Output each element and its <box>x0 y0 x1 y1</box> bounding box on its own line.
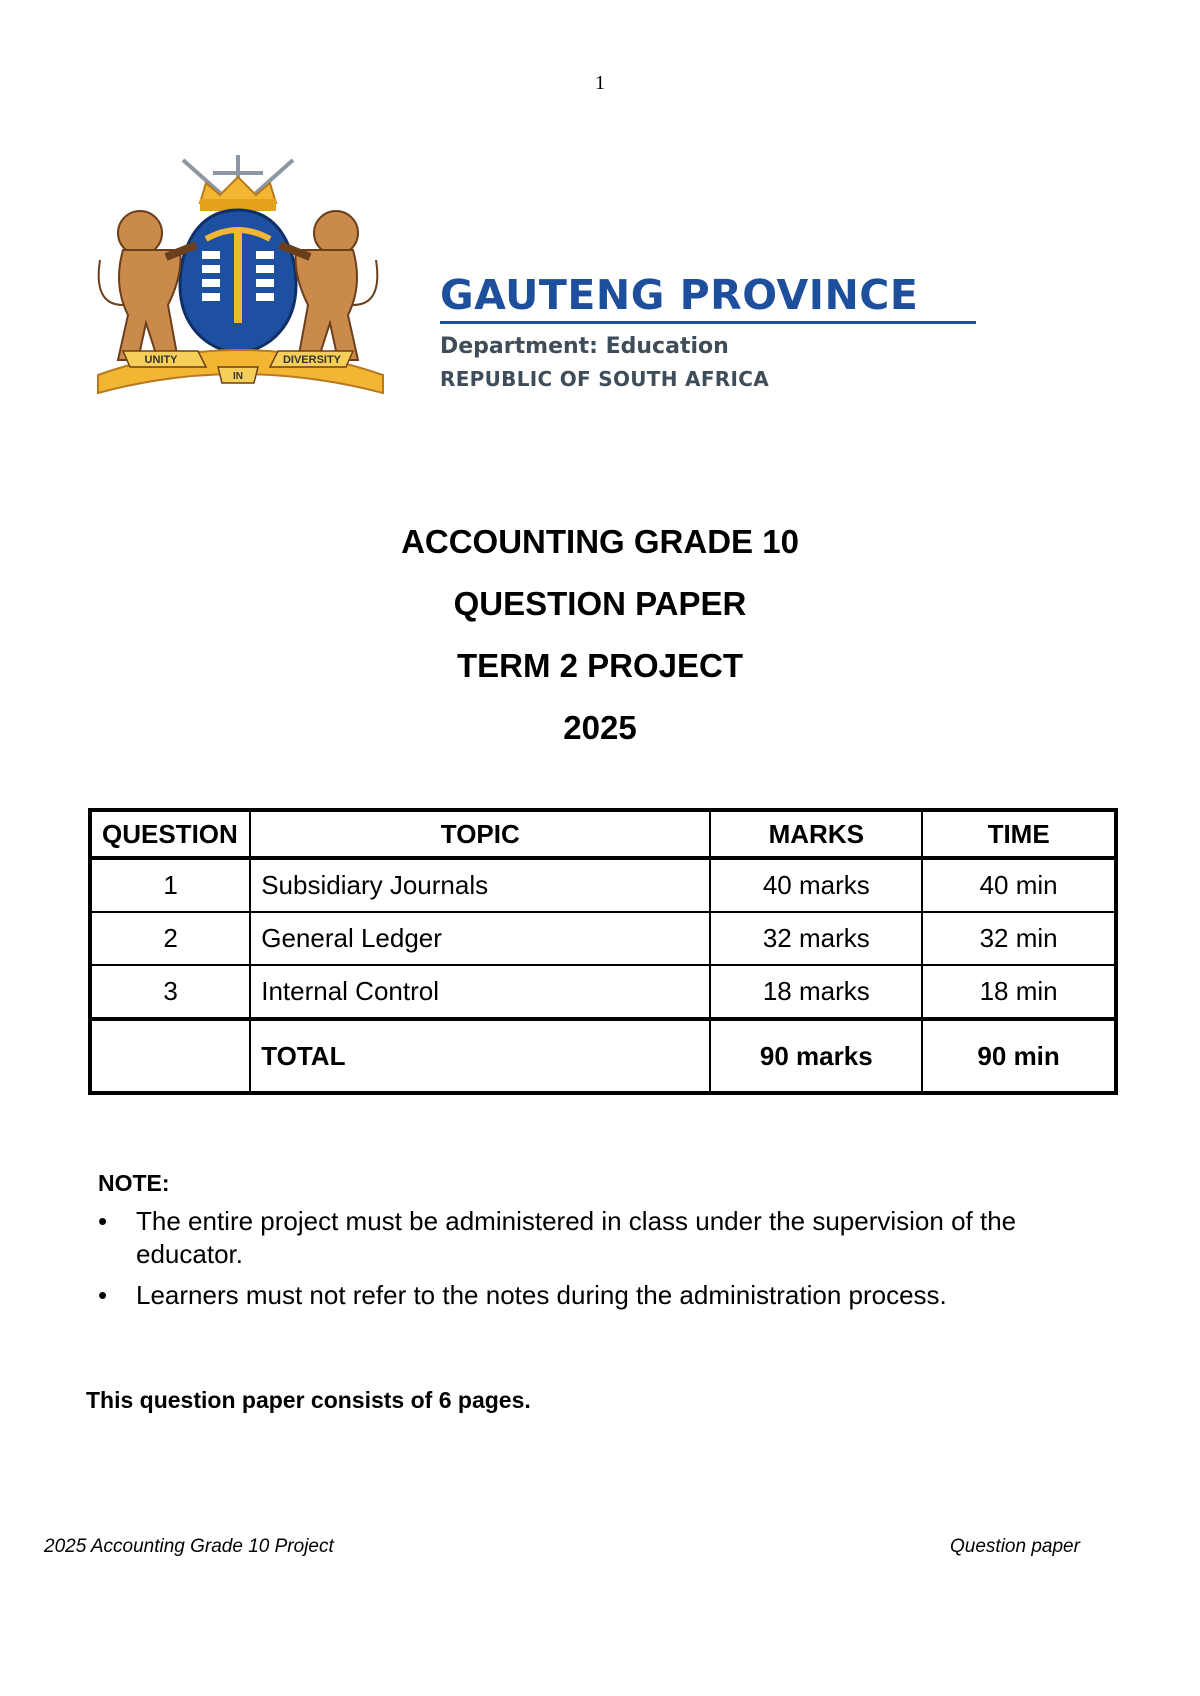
header-marks: MARKS <box>710 810 922 858</box>
department-name: Department: Education <box>440 334 729 359</box>
title-year: 2025 <box>563 709 637 746</box>
note-text: Learners must not refer to the notes during the administration process. <box>136 1280 947 1310</box>
marks: 32 marks <box>710 912 922 965</box>
footer-right: Question paper <box>950 1536 1080 1557</box>
total-marks: 90 marks <box>710 1019 922 1093</box>
header-question: QUESTION <box>90 810 250 858</box>
time: 40 min <box>922 858 1116 912</box>
province-title: GAUTENG PROVINCE <box>440 271 919 319</box>
total-time: 90 min <box>922 1019 1116 1093</box>
table-row <box>90 858 1116 912</box>
crest-motto-right: DIVERSITY <box>282 354 342 366</box>
crest-motto-left: UNITY <box>144 354 178 366</box>
brand-divider <box>440 321 976 324</box>
gauteng-logo <box>88 155 988 415</box>
question-number: 3 <box>90 965 250 1019</box>
header-time: TIME <box>922 810 1116 858</box>
time: 18 min <box>922 965 1116 1019</box>
marks-table <box>88 808 1118 1095</box>
title-term: TERM 2 PROJECT <box>456 647 744 684</box>
title-paper: QUESTION PAPER <box>453 585 747 622</box>
total-label: TOTAL <box>250 1019 710 1093</box>
list-item <box>98 1279 1128 1312</box>
topic: Internal Control <box>250 965 710 1019</box>
bullet-icon: • <box>98 1280 108 1310</box>
time: 32 min <box>922 912 1116 965</box>
topic: Subsidiary Journals <box>250 858 710 912</box>
bullet-icon: • <box>98 1206 108 1236</box>
coat-of-arms-icon <box>88 155 428 405</box>
marks: 40 marks <box>710 858 922 912</box>
table-header-row <box>90 810 1116 858</box>
table-row <box>90 912 1116 965</box>
table-row <box>90 965 1116 1019</box>
document-titles <box>0 520 1200 768</box>
total-empty-cell <box>90 1019 250 1093</box>
list-item <box>98 1205 1128 1271</box>
topic: General Ledger <box>250 912 710 965</box>
page-number: 1 <box>595 72 605 94</box>
crest-motto-center: IN <box>233 371 243 382</box>
country-name: REPUBLIC OF SOUTH AFRICA <box>440 367 769 391</box>
table-total-row <box>90 1019 1116 1093</box>
header-topic: TOPIC <box>250 810 710 858</box>
note-list <box>98 1205 1128 1312</box>
question-number: 2 <box>90 912 250 965</box>
footer-left: 2025 Accounting Grade 10 Project <box>44 1536 334 1557</box>
note-section <box>98 1170 1128 1320</box>
question-number: 1 <box>90 858 250 912</box>
page-count-note: This question paper consists of 6 pages. <box>86 1387 531 1413</box>
marks: 18 marks <box>710 965 922 1019</box>
brand-text <box>440 273 976 391</box>
note-label: NOTE: <box>98 1170 170 1196</box>
title-subject: ACCOUNTING GRADE 10 <box>401 523 799 560</box>
note-text: The entire project must be administered in class under the supervision of the educator. <box>136 1206 1017 1269</box>
